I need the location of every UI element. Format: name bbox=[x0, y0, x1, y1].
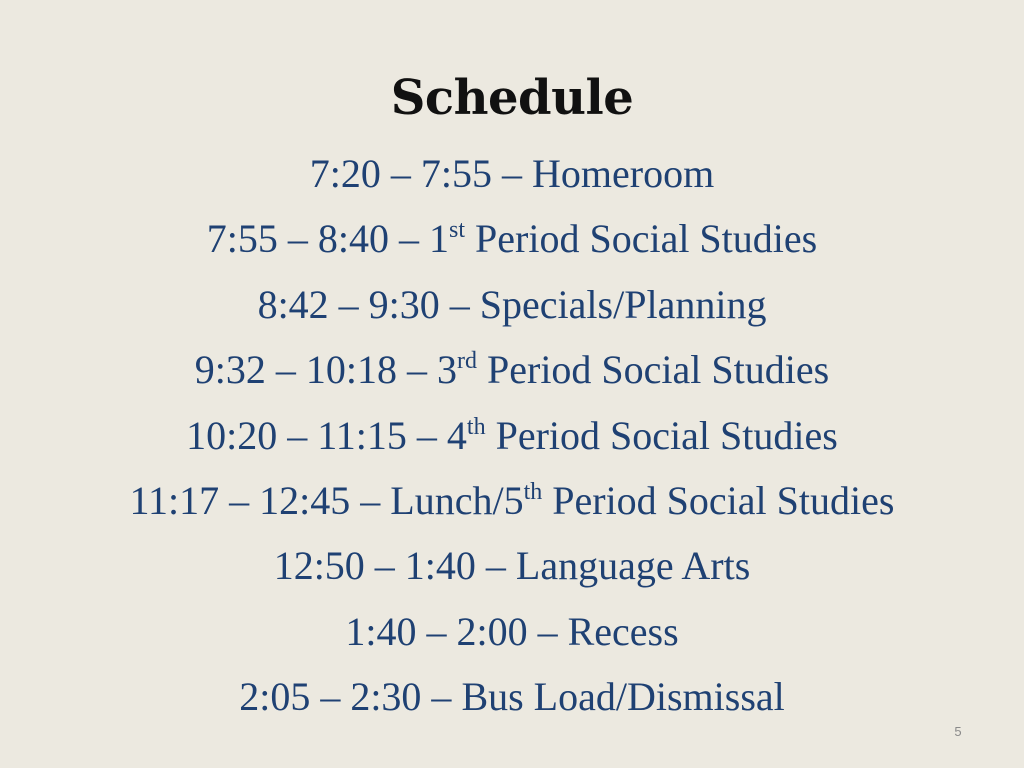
schedule-time: 9:32 – 10:18 – bbox=[194, 347, 437, 393]
schedule-time: 7:55 – 8:40 – bbox=[206, 216, 429, 262]
schedule-row bbox=[0, 337, 1024, 402]
schedule-row bbox=[0, 664, 1024, 729]
schedule-time: 10:20 – 11:15 – bbox=[186, 412, 447, 458]
schedule-row bbox=[0, 141, 1024, 206]
schedule-time: 7:20 – 7:55 – bbox=[309, 151, 533, 196]
schedule-time: 11:17 – 12:45 – bbox=[129, 477, 391, 523]
slide-title: Schedule bbox=[390, 70, 634, 126]
schedule-activity: 4 bbox=[446, 412, 467, 458]
schedule-time: 1:40 – 2:00 – bbox=[345, 608, 568, 654]
schedule-activity-rest: Period Social Studies bbox=[477, 347, 830, 393]
schedule-row bbox=[0, 272, 1024, 337]
schedule-activity: Recess bbox=[567, 608, 679, 654]
schedule-activity: Homeroom bbox=[532, 151, 715, 196]
schedule-activity: Lunch/5 bbox=[390, 477, 524, 523]
schedule-activity-rest: Period Social Studies bbox=[542, 477, 895, 523]
schedule-activity: 1 bbox=[429, 216, 449, 262]
ordinal-suffix: rd bbox=[457, 348, 477, 375]
page-number: 5 bbox=[954, 724, 962, 739]
schedule-time: 8:42 – 9:30 – bbox=[257, 281, 480, 327]
schedule-activity: Bus Load/Dismissal bbox=[461, 674, 785, 720]
schedule-activity-rest: Period Social Studies bbox=[465, 216, 818, 262]
schedule-row bbox=[0, 403, 1024, 468]
schedule-activity: Language Arts bbox=[515, 543, 751, 589]
schedule-row bbox=[0, 533, 1024, 598]
schedule-activity: Specials/Planning bbox=[479, 281, 767, 327]
ordinal-suffix: st bbox=[449, 217, 466, 244]
ordinal-suffix: th bbox=[466, 413, 486, 440]
schedule-row bbox=[0, 468, 1024, 533]
schedule-time: 12:50 – 1:40 – bbox=[273, 543, 516, 589]
schedule-row bbox=[0, 206, 1024, 271]
schedule-activity-rest: Period Social Studies bbox=[485, 412, 838, 458]
schedule-activity: 3 bbox=[437, 347, 457, 393]
ordinal-suffix: th bbox=[523, 478, 543, 505]
schedule-time: 2:05 – 2:30 – bbox=[239, 674, 462, 720]
schedule-row bbox=[0, 599, 1024, 664]
schedule-list bbox=[0, 141, 1024, 730]
